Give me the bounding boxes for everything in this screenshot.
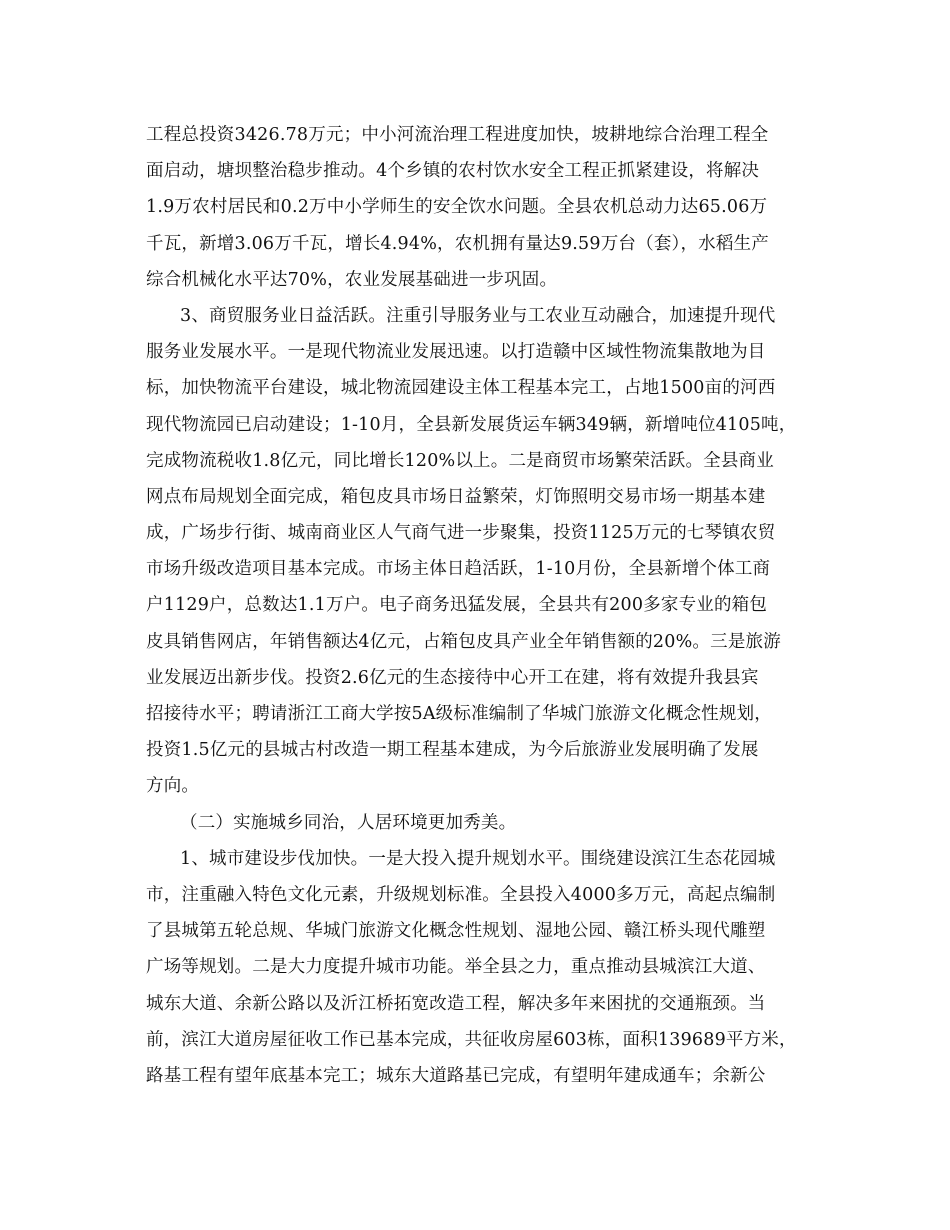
text-line: 路基工程有望年底基本完工；城东大道路基已完成，有望明年建成通车；余新公 — [146, 1065, 766, 1086]
text-line: 综合机械化水平达70%，农业发展基础进一步巩固。 — [146, 269, 558, 290]
text-line: 网点布局规划全面完成，箱包皮具市场日益繁荣，灯饰照明交易市场一期基本建 — [146, 486, 766, 507]
text-line: 标，加快物流平台建设，城北物流园建设主体工程基本完工，占地1500亩的河西 — [146, 378, 776, 399]
text-line: 招接待水平；聘请浙江工商大学按5A级标准编制了华城门旅游文化概念性规划， — [146, 704, 772, 724]
text-line: 面启动，塘坝整治稳步推动。4个乡镇的农村饮水安全工程正抓紧建设，将解决 — [146, 161, 760, 182]
text-line: 业发展迈出新步伐。投资2.6亿元的生态接待中心开工在建，将有效提升我县宾 — [146, 667, 759, 688]
text-line: 千瓦，新增3.06万千瓦，增长4.94%，农机拥有量达9.59万台（套），水稻生产 — [146, 233, 769, 254]
text-line: 城东大道、余新公路以及沂江桥拓宽改造工程，解决多年来困扰的交通瓶颈。当 — [146, 993, 766, 1014]
text-line: 服务业发展水平。一是现代物流业发展迅速。以打造赣中区域性物流集散地为目 — [146, 342, 766, 363]
text-line: （二）实施城乡同治，人居环境更加秀美。 — [180, 812, 517, 833]
text-line: 广场等规划。二是大力度提升城市功能。举全县之力，重点推动县城滨江大道、 — [146, 957, 766, 978]
text-line: 方向。 — [146, 776, 200, 797]
text-line: 完成物流税收1.8亿元，同比增长120%以上。二是商贸市场繁荣活跃。全县商业 — [146, 450, 774, 471]
text-line: 了县城第五轮总规、华城门旅游文化概念性规划、湿地公园、赣江桥头现代雕塑 — [146, 921, 766, 942]
text-line: 1、城市建设步伐加快。一是大投入提升规划水平。围绕建设滨江生态花园城 — [180, 848, 776, 869]
text-line: 前，滨江大道房屋征收工作已基本完成，共征收房屋603栋，面积139689平方米， — [146, 1029, 797, 1050]
text-line: 3、商贸服务业日益活跃。注重引导服务业与工农业互动融合，加速提升现代 — [180, 305, 776, 326]
text-line: 户1129户，总数达1.1万户。电子商务迅猛发展，全县共有200多家专业的箱包 — [146, 595, 768, 616]
text-line: 1.9万农村居民和0.2万中小学师生的安全饮水问题。全县农机总动力达65.06万 — [146, 197, 768, 218]
text-line: 成，广场步行街、城南商业区人气商气进一步聚集，投资1125万元的七琴镇农贸 — [146, 523, 776, 544]
text-line: 投资1.5亿元的县城古村改造一期工程基本建成，为今后旅游业发展明确了发展 — [146, 740, 759, 761]
text-line: 皮具销售网店，年销售额达4亿元，占箱包皮具产业全年销售额的20%。三是旅游 — [146, 631, 781, 652]
text-line: 工程总投资3426.78万元；中小河流治理工程进度加快，坡耕地综合治理工程全 — [146, 125, 769, 145]
text-line: 现代物流园已启动建设；1-10月，全县新发展货运车辆349辆，新增吨位4105吨， — [146, 414, 797, 435]
text-line: 市，注重融入特色文化元素，升级规划标准。全县投入4000多万元，高起点编制 — [146, 884, 776, 905]
document-body — [146, 117, 810, 1094]
text-line: 市场升级改造项目基本完成。市场主体日趋活跃，1-10月份，全县新增个体工商 — [146, 559, 771, 580]
